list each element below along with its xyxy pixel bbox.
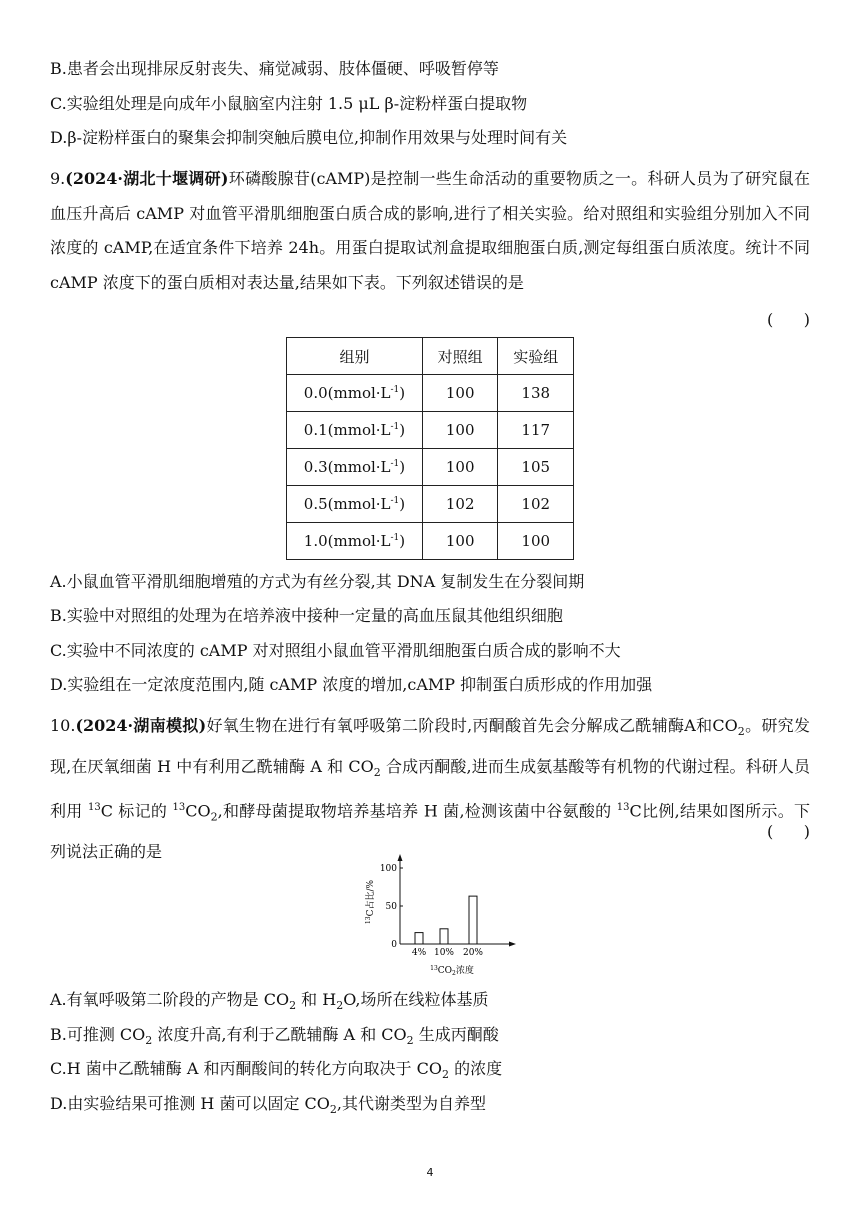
q10-option-a: A.有氧呼吸第二阶段的产物是 $CO_2$ 和 $H_2O$,场所在线粒体基质 <box>50 990 489 1013</box>
page-number: 4 <box>426 1166 434 1179</box>
table-cell-control: 102 <box>422 486 498 523</box>
q10-bar-chart <box>360 852 520 982</box>
table-cell-experiment: 100 <box>498 523 574 560</box>
table-cell-control: 100 <box>422 523 498 560</box>
table-cell-conc: $0.5(mmol\cdot L^{-1})$ <box>287 486 423 523</box>
table-row <box>287 486 574 523</box>
y-axis-label: $^{13}$C占比/% <box>365 879 376 925</box>
q9-answer-paren: ( ) <box>767 310 810 329</box>
table-cell-experiment: 102 <box>498 486 574 523</box>
q10-answer-paren: ( ) <box>767 822 810 841</box>
table-cell-experiment: 105 <box>498 449 574 486</box>
q9-option-a: A.小鼠血管平滑肌细胞增殖的方式为有丝分裂,其 DNA 复制发生在分裂间期 <box>50 572 585 591</box>
q10-stem: 10.(2024·湖南模拟)好氧生物在进行有氧呼吸第二阶段时,丙酮酸首先会分解成乙酰辅酶A和$CO_2$。研究发现,在厌氧细菌 H 中有利用乙酰辅酶 A 和 $CO_2$ 合成丙酮酸,进而生成氨基酸等有机物的代谢过程。科研人员利用 $^{13}$C 标记的 $^{13}CO_2$,和酵母菌提取物培养基培养 H 菌,检测该菌中谷氨酸的 $^{13}$C比例,结果如图所示。下列说法正确的是 <box>50 716 810 861</box>
y-axis-arrow <box>398 854 403 861</box>
table-cell-experiment: 138 <box>498 375 574 412</box>
q9-data-table <box>286 337 574 560</box>
y-tick-label: 0 <box>391 940 397 950</box>
q9-number: 9. <box>50 169 66 188</box>
q10-option-b: B.可推测 $CO_2$ 浓度升高,有利于乙酰辅酶 A 和 $CO_2$ 生成丙酮酸 <box>50 1025 499 1048</box>
y-tick-label: 50 <box>385 902 397 912</box>
table-row <box>287 412 574 449</box>
q10-number: 10. <box>50 716 76 735</box>
table-cell-conc: $1.0(mmol\cdot L^{-1})$ <box>287 523 423 560</box>
x-axis-arrow <box>509 942 516 947</box>
table-header-group: 组别 <box>287 338 423 375</box>
table-cell-control: 100 <box>422 412 498 449</box>
table-cell-control: 100 <box>422 375 498 412</box>
table-row <box>287 523 574 560</box>
x-axis-label: $^{13}CO_2$浓度 <box>430 965 474 977</box>
x-tick-label: 20% <box>462 948 484 958</box>
q9-source: (2024·湖北十堰调研) <box>65 169 229 188</box>
q9-stem <box>50 162 810 301</box>
table-cell-experiment: 117 <box>498 412 574 449</box>
q9-option-b: B.实验中对照组的处理为在培养液中接种一定量的高血压鼠其他组织细胞 <box>50 606 563 625</box>
q9-option-c: C.实验中不同浓度的 cAMP 对对照组小鼠血管平滑肌细胞蛋白质合成的影响不大 <box>50 641 621 660</box>
bar <box>415 933 423 944</box>
table-row <box>287 375 574 412</box>
table-cell-conc: $0.3(mmol\cdot L^{-1})$ <box>287 449 423 486</box>
q10-option-d: D.由实验结果可推测 H 菌可以固定 $CO_2$,其代谢类型为自养型 <box>50 1094 487 1117</box>
q9-option-d: D.实验组在一定浓度范围内,随 cAMP 浓度的增加,cAMP 抑制蛋白质形成的作用加强 <box>50 675 653 694</box>
q9-stem-text: 环磷酸腺苷(cAMP)是控制一些生命活动的重要物质之一。科研人员为了研究鼠在血压升高后 cAMP 对血管平滑肌细胞蛋白质合成的影响,进行了相关实验。给对照组和实验组分别加入不同浓度的 cAMP,在适宜条件下培养 24h。用蛋白提取试剂盒提取细胞蛋白质,测定每组蛋白质浓度。统计不同 cAMP 浓度下的蛋白质相对表达量,结果如下表。下列叙述错误的是 <box>50 169 810 293</box>
q10-source: (2024·湖南模拟) <box>75 716 207 735</box>
chart-svg <box>360 852 520 982</box>
x-tick-label: 4% <box>411 948 427 958</box>
x-tick-label: 10% <box>433 948 455 958</box>
q10-option-c: C.H 菌中乙酰辅酶 A 和丙酮酸间的转化方向取决于 $CO_2$ 的浓度 <box>50 1059 503 1082</box>
bar <box>469 896 477 944</box>
table-cell-control: 100 <box>422 449 498 486</box>
q8-option-d: D.β-淀粉样蛋白的聚集会抑制突触后膜电位,抑制作用效果与处理时间有关 <box>50 128 568 147</box>
table-header-control: 对照组 <box>422 338 498 375</box>
table-cell-conc: $0.0(mmol\cdot L^{-1})$ <box>287 375 423 412</box>
y-tick-label: 100 <box>379 864 397 874</box>
table-header-experiment: 实验组 <box>498 338 574 375</box>
q8-option-c: C.实验组处理是向成年小鼠脑室内注射 1.5 μL β-淀粉样蛋白提取物 <box>50 94 528 113</box>
table-row <box>287 449 574 486</box>
table-header-row <box>287 338 574 375</box>
table-cell-conc: $0.1(mmol\cdot L^{-1})$ <box>287 412 423 449</box>
bar <box>440 929 448 944</box>
q8-option-b: B.患者会出现排尿反射丧失、痛觉减弱、肢体僵硬、呼吸暂停等 <box>50 59 499 78</box>
